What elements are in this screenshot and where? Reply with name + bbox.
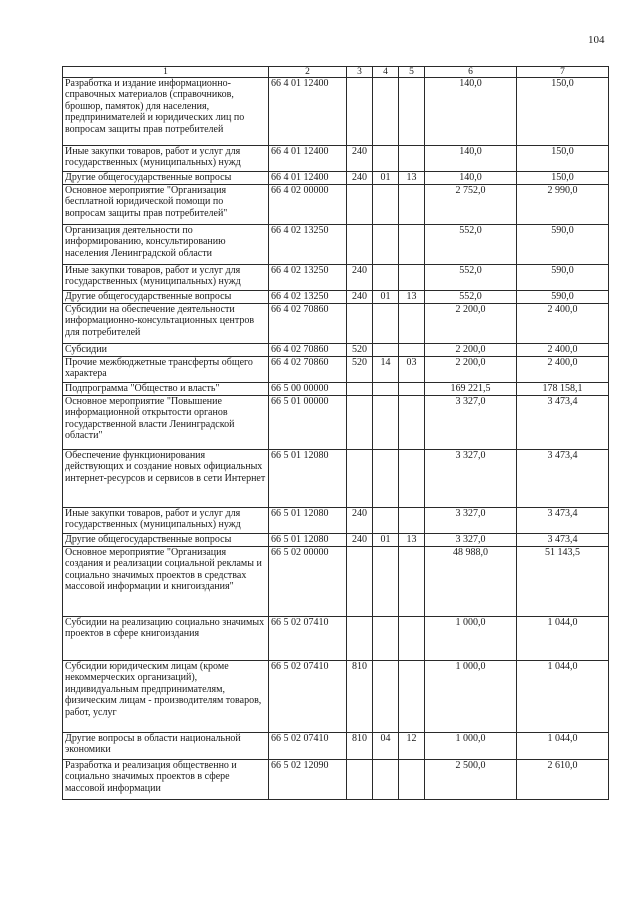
row-value-6: 3 327,0 bbox=[425, 396, 517, 450]
row-code: 66 5 01 00000 bbox=[269, 396, 347, 450]
row-c4 bbox=[373, 760, 399, 800]
row-name: Субсидии на обеспечение деятельности информационно-консультационных центров для потребителей bbox=[63, 304, 269, 344]
row-name: Другие общегосударственные вопросы bbox=[63, 172, 269, 185]
row-name: Иные закупки товаров, работ и услуг для государственных (муниципальных) нужд bbox=[63, 508, 269, 534]
row-code: 66 5 00 00000 bbox=[269, 383, 347, 396]
row-c4: 01 bbox=[373, 291, 399, 304]
row-value-6: 2 200,0 bbox=[425, 357, 517, 383]
row-c3: 240 bbox=[347, 146, 373, 172]
row-value-6: 1 000,0 bbox=[425, 733, 517, 760]
row-code: 66 4 02 13250 bbox=[269, 225, 347, 265]
row-c4 bbox=[373, 661, 399, 733]
row-code: 66 5 02 07410 bbox=[269, 661, 347, 733]
row-c4 bbox=[373, 383, 399, 396]
row-name: Субсидии юридическим лицам (кроме некоммерческих организаций), индивидуальным предпринимателям, физическим лицам - производителям товаров, работ, услуг bbox=[63, 661, 269, 733]
row-c4 bbox=[373, 344, 399, 357]
row-name: Иные закупки товаров, работ и услуг для государственных (муниципальных) нужд bbox=[63, 265, 269, 291]
row-code: 66 4 01 12400 bbox=[269, 146, 347, 172]
row-c5 bbox=[399, 450, 425, 508]
row-c5: 13 bbox=[399, 534, 425, 547]
row-name: Разработка и издание информационно-справочных материалов (справочников, брошюр, памяток) для населения, предпринимателей и юридических лиц по вопросам защиты прав потребителей bbox=[63, 78, 269, 146]
row-c5 bbox=[399, 225, 425, 265]
row-c5 bbox=[399, 344, 425, 357]
table-row bbox=[63, 534, 609, 547]
row-c5: 12 bbox=[399, 733, 425, 760]
row-code: 66 5 02 07410 bbox=[269, 617, 347, 661]
table-row bbox=[63, 225, 609, 265]
row-c4: 01 bbox=[373, 172, 399, 185]
row-value-6: 1 000,0 bbox=[425, 661, 517, 733]
row-code: 66 4 01 12400 bbox=[269, 78, 347, 146]
row-value-7: 2 400,0 bbox=[517, 357, 609, 383]
row-c3 bbox=[347, 383, 373, 396]
row-code: 66 5 01 12080 bbox=[269, 450, 347, 508]
table-row bbox=[63, 304, 609, 344]
row-code: 66 5 01 12080 bbox=[269, 534, 347, 547]
row-value-6: 3 327,0 bbox=[425, 534, 517, 547]
row-code: 66 4 02 13250 bbox=[269, 291, 347, 304]
table-row bbox=[63, 357, 609, 383]
table-row bbox=[63, 265, 609, 291]
header-col-3: 3 bbox=[347, 67, 373, 78]
row-name: Другие вопросы в области национальной экономики bbox=[63, 733, 269, 760]
row-c4 bbox=[373, 508, 399, 534]
page-number: 104 bbox=[588, 34, 605, 46]
header-col-1: 1 bbox=[63, 67, 269, 78]
row-c3: 240 bbox=[347, 172, 373, 185]
row-c4 bbox=[373, 265, 399, 291]
row-value-7: 3 473,4 bbox=[517, 396, 609, 450]
row-value-6: 48 988,0 bbox=[425, 547, 517, 617]
row-code: 66 4 02 70860 bbox=[269, 357, 347, 383]
row-value-7: 1 044,0 bbox=[517, 617, 609, 661]
row-value-7: 2 990,0 bbox=[517, 185, 609, 225]
table-row bbox=[63, 617, 609, 661]
row-code: 66 4 02 70860 bbox=[269, 304, 347, 344]
row-c4 bbox=[373, 304, 399, 344]
row-c4 bbox=[373, 396, 399, 450]
row-c4 bbox=[373, 185, 399, 225]
header-col-7: 7 bbox=[517, 67, 609, 78]
row-c3 bbox=[347, 225, 373, 265]
row-c5 bbox=[399, 760, 425, 800]
row-c4 bbox=[373, 225, 399, 265]
table-row bbox=[63, 78, 609, 146]
row-value-7: 3 473,4 bbox=[517, 534, 609, 547]
row-value-6: 140,0 bbox=[425, 146, 517, 172]
row-name: Другие общегосударственные вопросы bbox=[63, 534, 269, 547]
row-value-6: 3 327,0 bbox=[425, 450, 517, 508]
table-row bbox=[63, 396, 609, 450]
table-row bbox=[63, 760, 609, 800]
row-code: 66 5 02 12090 bbox=[269, 760, 347, 800]
row-c3 bbox=[347, 304, 373, 344]
row-value-7: 1 044,0 bbox=[517, 661, 609, 733]
row-c3: 240 bbox=[347, 534, 373, 547]
row-c3: 810 bbox=[347, 661, 373, 733]
row-c3: 520 bbox=[347, 357, 373, 383]
row-name: Другие общегосударственные вопросы bbox=[63, 291, 269, 304]
row-name: Основное мероприятие "Повышение информационной открытости органов государственной власти Ленинградской области" bbox=[63, 396, 269, 450]
row-c3: 520 bbox=[347, 344, 373, 357]
row-name: Основное мероприятие "Организация создания и реализации социальной рекламы и социально значимых проектов в средствах массовой информации и книгоиздания" bbox=[63, 547, 269, 617]
row-value-6: 1 000,0 bbox=[425, 617, 517, 661]
row-c5: 13 bbox=[399, 172, 425, 185]
row-name: Разработка и реализация общественно и социально значимых проектов в сфере массовой информации bbox=[63, 760, 269, 800]
row-value-7: 1 044,0 bbox=[517, 733, 609, 760]
row-name: Организация деятельности по информированию, консультированию населения Ленинградской области bbox=[63, 225, 269, 265]
row-value-6: 552,0 bbox=[425, 265, 517, 291]
budget-table bbox=[62, 66, 609, 800]
header-col-4: 4 bbox=[373, 67, 399, 78]
row-value-7: 150,0 bbox=[517, 146, 609, 172]
row-value-6: 140,0 bbox=[425, 78, 517, 146]
header-col-6: 6 bbox=[425, 67, 517, 78]
table-row bbox=[63, 450, 609, 508]
row-code: 66 5 02 00000 bbox=[269, 547, 347, 617]
row-c5 bbox=[399, 304, 425, 344]
row-code: 66 5 02 07410 bbox=[269, 733, 347, 760]
row-c3: 240 bbox=[347, 265, 373, 291]
row-c4 bbox=[373, 450, 399, 508]
row-c5 bbox=[399, 146, 425, 172]
row-name: Прочие межбюджетные трансферты общего характера bbox=[63, 357, 269, 383]
row-code: 66 4 02 00000 bbox=[269, 185, 347, 225]
row-value-7: 178 158,1 bbox=[517, 383, 609, 396]
table-row bbox=[63, 661, 609, 733]
row-value-7: 590,0 bbox=[517, 265, 609, 291]
row-name: Иные закупки товаров, работ и услуг для государственных (муниципальных) нужд bbox=[63, 146, 269, 172]
row-value-6: 169 221,5 bbox=[425, 383, 517, 396]
table-header-row bbox=[63, 67, 609, 78]
row-c5 bbox=[399, 265, 425, 291]
row-code: 66 5 01 12080 bbox=[269, 508, 347, 534]
row-value-7: 51 143,5 bbox=[517, 547, 609, 617]
row-c4 bbox=[373, 547, 399, 617]
row-code: 66 4 02 70860 bbox=[269, 344, 347, 357]
row-c4 bbox=[373, 146, 399, 172]
row-c5 bbox=[399, 396, 425, 450]
row-c4 bbox=[373, 78, 399, 146]
row-code: 66 4 02 13250 bbox=[269, 265, 347, 291]
row-c3: 240 bbox=[347, 291, 373, 304]
table-row bbox=[63, 508, 609, 534]
row-value-7: 3 473,4 bbox=[517, 450, 609, 508]
row-c5: 03 bbox=[399, 357, 425, 383]
table-row bbox=[63, 547, 609, 617]
table-row bbox=[63, 383, 609, 396]
row-value-7: 2 400,0 bbox=[517, 344, 609, 357]
row-value-6: 2 752,0 bbox=[425, 185, 517, 225]
row-value-6: 140,0 bbox=[425, 172, 517, 185]
row-c3 bbox=[347, 450, 373, 508]
row-c5 bbox=[399, 383, 425, 396]
row-value-7: 2 400,0 bbox=[517, 304, 609, 344]
table-row bbox=[63, 733, 609, 760]
row-c3 bbox=[347, 760, 373, 800]
row-value-6: 2 500,0 bbox=[425, 760, 517, 800]
row-c4: 14 bbox=[373, 357, 399, 383]
row-c3 bbox=[347, 78, 373, 146]
table-row bbox=[63, 172, 609, 185]
table-row bbox=[63, 291, 609, 304]
row-value-6: 2 200,0 bbox=[425, 304, 517, 344]
row-value-7: 590,0 bbox=[517, 225, 609, 265]
row-c4 bbox=[373, 617, 399, 661]
row-c5 bbox=[399, 78, 425, 146]
row-c5 bbox=[399, 185, 425, 225]
header-col-2: 2 bbox=[269, 67, 347, 78]
table-row bbox=[63, 344, 609, 357]
row-value-7: 3 473,4 bbox=[517, 508, 609, 534]
row-c3: 810 bbox=[347, 733, 373, 760]
row-value-6: 552,0 bbox=[425, 291, 517, 304]
row-value-6: 3 327,0 bbox=[425, 508, 517, 534]
row-c3 bbox=[347, 185, 373, 225]
row-c4: 01 bbox=[373, 534, 399, 547]
row-c3 bbox=[347, 396, 373, 450]
row-c3 bbox=[347, 547, 373, 617]
row-value-7: 590,0 bbox=[517, 291, 609, 304]
row-value-6: 2 200,0 bbox=[425, 344, 517, 357]
table-row bbox=[63, 146, 609, 172]
row-name: Основное мероприятие "Организация бесплатной юридической помощи по вопросам защиты прав потребителей" bbox=[63, 185, 269, 225]
row-value-7: 2 610,0 bbox=[517, 760, 609, 800]
row-c5 bbox=[399, 547, 425, 617]
row-c5 bbox=[399, 508, 425, 534]
row-code: 66 4 01 12400 bbox=[269, 172, 347, 185]
row-c5 bbox=[399, 661, 425, 733]
row-name: Субсидии на реализацию социально значимых проектов в сфере книгоиздания bbox=[63, 617, 269, 661]
row-c5 bbox=[399, 617, 425, 661]
row-value-7: 150,0 bbox=[517, 78, 609, 146]
row-name: Обеспечение функционирования действующих и создание новых официальных интернет-ресурсов и сервисов в сети Интернет bbox=[63, 450, 269, 508]
row-c4: 04 bbox=[373, 733, 399, 760]
row-c3 bbox=[347, 617, 373, 661]
row-name: Субсидии bbox=[63, 344, 269, 357]
row-value-6: 552,0 bbox=[425, 225, 517, 265]
row-c5: 13 bbox=[399, 291, 425, 304]
row-value-7: 150,0 bbox=[517, 172, 609, 185]
row-c3: 240 bbox=[347, 508, 373, 534]
header-col-5: 5 bbox=[399, 67, 425, 78]
table-row bbox=[63, 185, 609, 225]
row-name: Подпрограмма "Общество и власть" bbox=[63, 383, 269, 396]
